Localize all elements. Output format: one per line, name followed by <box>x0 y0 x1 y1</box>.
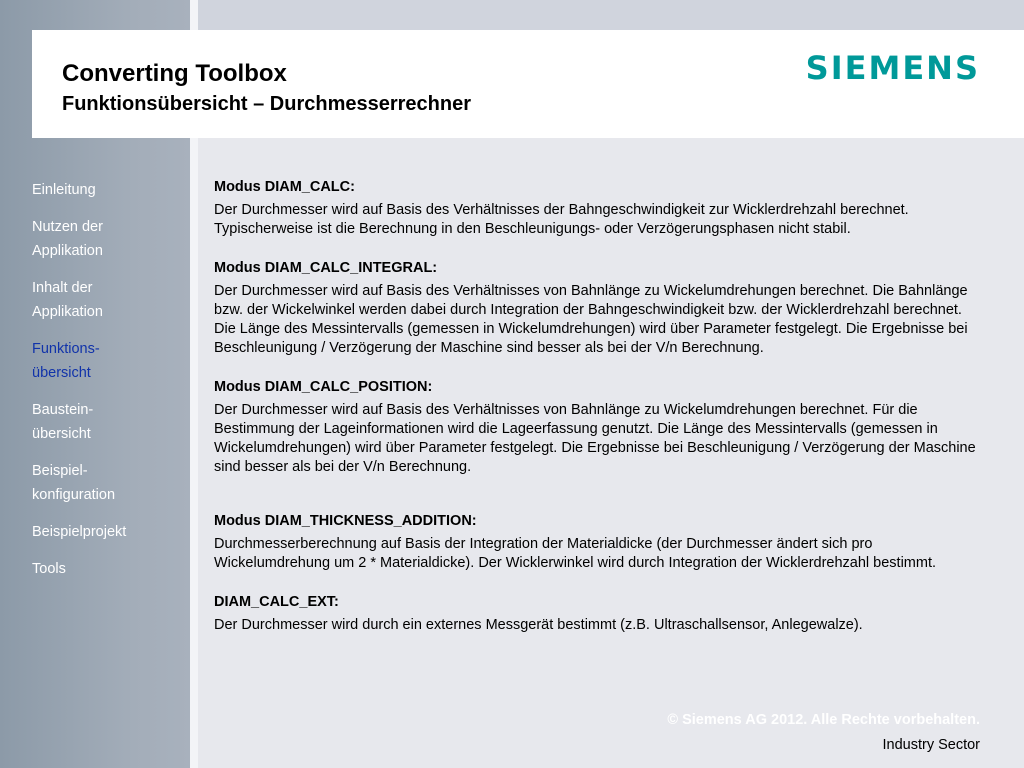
slide-header <box>32 30 1024 138</box>
section-diam-thickness-addition <box>214 511 984 573</box>
section-title: Modus DIAM_CALC_POSITION: <box>214 379 433 395</box>
section-diam-calc-position <box>214 377 984 477</box>
nav-item-baustein-line1: Baustein- <box>32 402 94 418</box>
nav-item-beispielprojekt[interactable]: Beispielprojekt <box>32 524 127 540</box>
section-diam-calc-integral <box>214 258 984 358</box>
top-band <box>198 0 1024 30</box>
nav-item-nutzen-line2: Applikation <box>32 243 103 259</box>
nav-item-einleitung[interactable]: Einleitung <box>32 182 96 198</box>
nav-item-beispielkonfiguration[interactable] <box>32 459 182 507</box>
nav-item-nutzen-line1: Nutzen der <box>32 219 103 235</box>
nav-item-beispiel-line2: konfiguration <box>32 487 116 503</box>
nav-item-funktions-line1: Funktions- <box>32 341 100 357</box>
section-title: Modus DIAM_CALC: <box>214 179 355 195</box>
nav-item-tools[interactable]: Tools <box>32 561 66 577</box>
section-title: Modus DIAM_THICKNESS_ADDITION: <box>214 513 477 529</box>
nav-item-inhalt[interactable] <box>32 276 182 324</box>
nav-item-bausteinuebersicht[interactable] <box>32 398 182 446</box>
nav-item-inhalt-line1: Inhalt der <box>32 280 93 296</box>
nav-item-nutzen[interactable] <box>32 215 182 263</box>
nav-item-baustein-line2: übersicht <box>32 426 91 442</box>
nav-item-funktionsuebersicht[interactable] <box>32 337 182 385</box>
section-title: DIAM_CALC_EXT: <box>214 594 339 610</box>
section-body: Der Durchmesser wird auf Basis des Verhältnisses der Bahngeschwindigkeit zur Wicklerdrehzahl berechnet. Typischerweise ist die Berechnung in den Beschleunigungs- oder Verzögerungsphasen nicht stabil. <box>214 202 909 237</box>
section-body: Der Durchmesser wird durch ein externes Messgerät bestimmt (z.B. Ultraschallsensor, Anlegewalze). <box>214 617 863 633</box>
section-body: Der Durchmesser wird auf Basis des Verhältnisses von Bahnlänge zu Wickelumdrehungen berechnet. Für die Bestimmung der Lageinformationen wird die Lageerfassung genutzt. Die Länge des Messintervalls (gemessen in Wickelumdrehungen) wird über Parameter festgelegt. Die Ergebnisse bei Beschleunigung / Verzögerung der Maschine sind besser als bei der V/n Berechnung. <box>214 402 976 475</box>
section-title: Modus DIAM_CALC_INTEGRAL: <box>214 260 438 276</box>
siemens-logo: SIEMENS <box>805 49 980 87</box>
main-content <box>214 177 984 635</box>
nav-item-beispiel-line1: Beispiel- <box>32 463 88 479</box>
page-title: Converting Toolbox <box>62 60 287 87</box>
section-body: Der Durchmesser wird auf Basis des Verhältnisses von Bahnlänge zu Wickelumdrehungen berechnet. Die Bahnlänge bzw. der Wickelwinkel werden dabei durch Integration der Bahngeschwindigkeit bzw. der Wicklerdrehzahl berechnet. Die Länge des Messintervalls (gemessen in Wickelumdrehungen) wird über Parameter festgelegt. Die Ergebnisse bei Beschleunigung / Verzögerung der Maschine sind besser als bei der V/n Berechnung. <box>214 283 968 356</box>
sidebar-nav <box>32 178 182 594</box>
section-body: Durchmesserberechnung auf Basis der Integration der Materialdicke (der Durchmesser ändert sich pro Wickelumdrehung um 2 * Materialdicke). Der Wicklerwinkel wird durch Integration der Wicklerdrehzahl bestimmt. <box>214 536 937 571</box>
page-subtitle: Funktionsübersicht – Durchmesserrechner <box>62 93 472 115</box>
industry-sector-label: Industry Sector <box>882 737 980 753</box>
nav-item-funktions-line2: übersicht <box>32 365 91 381</box>
section-diam-calc-ext <box>214 592 984 635</box>
nav-item-inhalt-line2: Applikation <box>32 304 103 320</box>
section-diam-calc <box>214 177 984 239</box>
copyright-notice: © Siemens AG 2012. Alle Rechte vorbehalten. <box>667 712 980 728</box>
